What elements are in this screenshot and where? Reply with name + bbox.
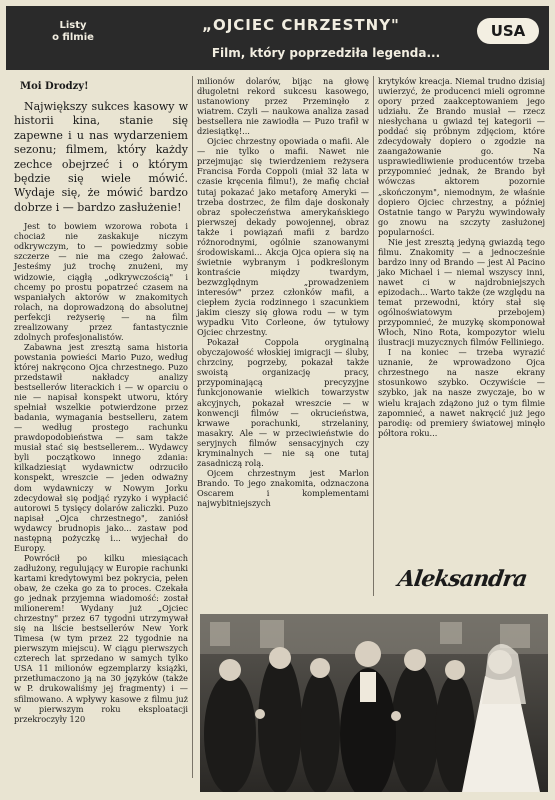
paragraph: Ojciec chrzestny opowiada o mafii. Ale — nie tylko o mafii. Nawet nie przejmując się twierdzeniem reżysera Francisa Forda Coppoli (miał 32 lata w czasie kręcenia filmu!), że mafię chciał tutaj pokazać jako metaforę Ameryki — trzeba dostrzec, że film daje doskonały obraz społeczeństwa amerykańskiego pierwszej dekady powojennej, obraz także i powiązań mafii z bardzo różnorodnymi, ogólnie szanowanymi środowiskami... Akcja Ojca opiera się na świetnie wybranym i podkreślonym kontraście między twardym, bezwzględnym „prowadzeniem interesów" przez członków mafii, a ciepłem życia rodzinnego i szacunkiem jakim cieszy się głowa rodu — w tym wypadku Vito Corleone, ów tytułowy Ojciec chrzestny. <box>197 136 369 338</box>
greeting: Moi Drodzy! <box>20 81 89 92</box>
lead-paragraph: Największy sukces kasowy w historii kina, stanie się zapewne i u nas wydarzeniem sezonu; filmem, który każdy zechce obejrzeć i o którym będzie się wiele mówić. Wydaje się, że mówić bardzo dobrze i — bardzo zasłużenie! <box>14 100 188 214</box>
photo-illustration <box>200 614 548 792</box>
paragraph: Jest to bowiem wzorowa robota i chociaż nie zaskakuje niczym odkrywczym, to — powiedzmy sobie szczerze — nie ma czego żałować. Jesteśmy już trochę znużeni, my widzowie, ciągłą „odkrywczością" i chcemy po prostu popatrzeć czasem na wspaniałych aktorów w znakomitych rolach, na doprowadzoną do absolutnej perfekcji reżyserię — na film zrealizowany przez fantastycznie zdolnych profesjonalistów. <box>14 221 188 342</box>
column-divider <box>192 76 193 778</box>
paragraph: Pokazał Coppola oryginalną obyczajowość włoskiej imigracji — śluby, chrzciny, pogrzeby, pokazał także swoistą organizację pracy, przypominającą precyzyjne funkcjonowanie wielkich towarzystw akcyjnych, pokazał wreszcie — w konwencji filmów — okrucieństwa, krwawe porachunki, strzelaniny, masakry. Ale — w przeciwieństwie do seryjnych filmów sensacyjnych czy kryminalnych — nie są one tutaj zasadniczą rolą. <box>197 337 369 468</box>
paragraph: Nie jest zresztą jedyną gwiazdą tego filmu. Znakomity — a jednocześnie bardzo inny od Brando — jest Al Pacino jako Michael i — niemal wszyscy inni, nawet ci w najdrobniejszych epizodach... Warto także (ze względu na temat przewodni, który stał się ogólnoświatowym przebojem) przypomnieć, że muzykę skomponował Włoch, Nino Rota, kompozytor wielu ilustracji muzycznych filmów Felliniego. <box>378 236 545 348</box>
paragraph: Powrócił po kilku miesiącach zadłużony, regulujący w Europie rachunki kartami kredytowymi bez pokrycia, pełen obaw, że czeka go za to proces. Czekała go jednak przyjemna wiadomość: został milionerem! Wydany już „Ojciec chrzestny" przez 67 tygodni utrzymywał się na liście bestsellerów New York Timesa (w tym przez 22 tygodnie na pierwszym miejscu). W ciągu pierwszych czterech lat sprzedano w samych tylko USA 11 milionów egzemplarzy książki, przetłumaczono ją na 30 języków (także w P. drukowaliśmy jej fragmenty) i — sfilmowano. A wpływy kasowe z filmu już w pierwszym roku eksploatacji przekroczyły 120 <box>14 552 188 724</box>
country-badge: USA <box>477 18 539 44</box>
paragraph: Ojcem chrzestnym jest Marlon Brando. To jego znakomita, odznaczona Oscarem i komplementami najwybitniejszych <box>197 467 369 508</box>
text-column-1 <box>14 76 188 724</box>
article-title: „OJCIEC CHRZESTNY" <box>202 16 400 34</box>
paragraph: milionów dolarów, bijąc na głowę długoletni rekord sukcesu kasowego, ustanowiony przez Przeminęło z wiatrem. Czyli — naukowa analiza zasad bestsellera nie zawiodła — Puzo trafił w dziesiątkę!... <box>197 76 369 137</box>
article-header <box>6 6 549 70</box>
series-line-1: Listy <box>59 20 87 31</box>
author-signature: Aleksandra <box>396 566 529 592</box>
wedding-scene-photo <box>200 614 548 792</box>
column-divider <box>373 76 374 596</box>
paragraph: Zabawna jest zresztą sama historia powstania powieści Mario Puzo, według której nakręcono Ojca chrzestnego. Puzo przedstawił nakładcy analizy bestsellerów literackich i — w oparciu o nie — napisał konspekt utworu, który spełniał wszelkie potwierdzone przez badania, wymagania bestselleru, zatem — według prostego rachunku prawdopodobieństwa — sam także musiał stać się bestsellerem... Wydawcy byli początkowo innego zdania: kilkadziesiąt wydawnictw odrzuciło konspekt, wreszcie — jeden odważny dom wydawniczy w Nowym Jorku zdecydował się podjąć ryzyko i wypłacić autorowi 5 tysięcy dolarów zaliczki. Puzo napisał „Ojca chrzestnego", zaniósł wydawcy brudnopis jako... zastaw pod następną pożyczkę i... wyjechał do Europy. <box>14 341 188 553</box>
series-label <box>50 12 96 60</box>
article-subtitle: Film, który poprzedziła legenda... <box>211 46 441 60</box>
paragraph: krytyków kreacja. Niemal trudno dzisiaj uwierzyć, że producenci mieli ogromne opory przed zaakceptowaniem jego udziału. Że Brando musiał — rzecz niesłychana u gwiazd tej kategorii — poddać się próbnym zdjęciom, które zdecydowały dopiero o zgodzie na zaangażowanie go. Na usprawiedliwienie producentów trzeba przypomnieć jednak, że Brando był wówczas aktorem pozornie „skończonym", niemodnym, że właśnie dopiero Ojciec chrzestny, a później Ostatnie tango w Paryżu wywindowały go znowu na szczyty zasłużonej popularności. <box>378 76 545 237</box>
series-line-2: o filmie <box>52 32 94 43</box>
text-column-2 <box>197 76 369 508</box>
paragraph: I na koniec — trzeba wyrazić uznanie, że wprowadzono Ojca chrzestnego na nasze ekrany stosunkowo szybko. Oczywiście — szybko, jak na nasze zwyczaje, bo w wielu krajach zdążono już o tym filmie zapomnieć, a nawet nakręcić już jego parodię: od premiery światowej minęło półtora roku... <box>378 347 545 438</box>
text-column-3 <box>378 76 545 438</box>
